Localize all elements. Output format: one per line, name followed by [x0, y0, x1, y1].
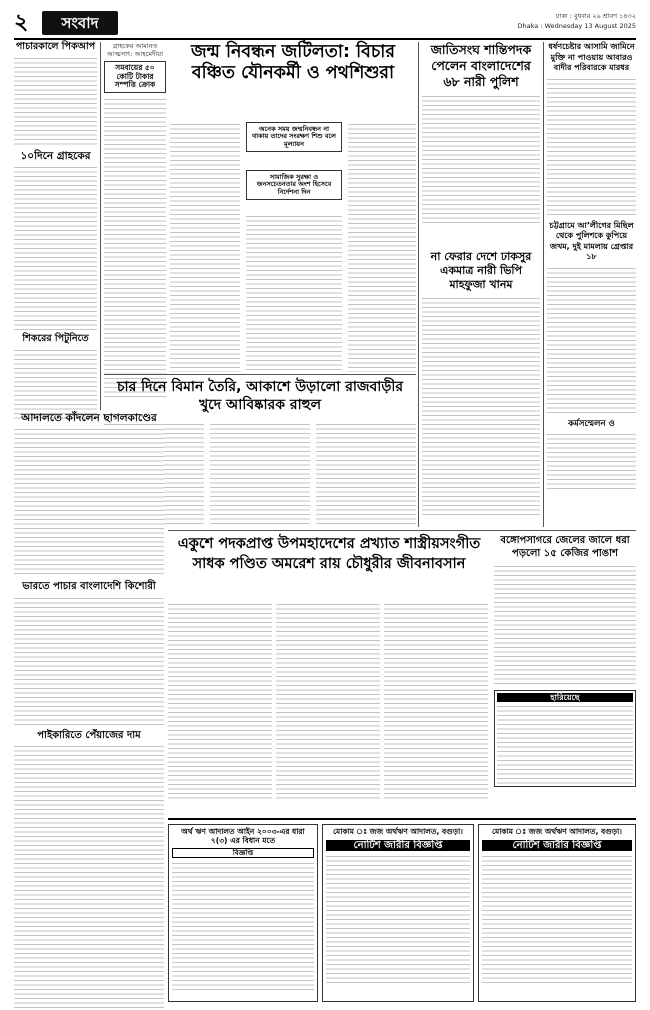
- story-title: কর্মসম্মেলন ও: [568, 418, 615, 429]
- logo-text: সংবাদ: [61, 14, 99, 32]
- story-title: পাইকারিতে পেঁয়াজের দাম: [37, 729, 141, 741]
- story-body: [14, 596, 164, 726]
- story-body: [14, 165, 97, 330]
- story-body: [14, 56, 97, 146]
- story-body: [210, 422, 310, 526]
- plane-headline: চার দিনে বিমান তৈরি, আকাশে উড়ালো রাজবাড়ীর খুদে আবিষ্কারক রাহুল: [116, 379, 404, 413]
- story-body: [547, 266, 636, 416]
- lead-headline: জন্ম নিবন্ধন জটিলতা: বিচার বঞ্চিত যৌনকর্মী ও পথশিশুরা: [190, 42, 395, 83]
- police-headline: জাতিসংঘ শান্তিপদক পেলেন বাংলাদেশের ৬৮ নারী পুলিশ: [430, 42, 532, 89]
- kicker-text: গ্রাহকের আমানত: [112, 42, 158, 50]
- story-body: [168, 602, 272, 802]
- notice-title: নোটিশ জারীর বিজ্ঞপ্তি: [482, 840, 632, 852]
- notice-title: বিজ্ঞপ্তি: [172, 848, 314, 858]
- story-title: ১০দিনে গ্রাহকের: [20, 149, 91, 162]
- notices-rule: [168, 818, 636, 820]
- notice-title: নোটিশ জারীর বিজ্ঞপ্তি: [326, 840, 470, 852]
- story-title: ধর্ষণচেষ্টার আসামি জামিনে মুক্তি না পাওয়ায় আবারও বাদীর পরিবারকে মারধর: [548, 42, 635, 72]
- notice-body: [326, 854, 470, 984]
- story-title: আদালতে কাঁদলেন ছাগলকাণ্ডের: [21, 412, 157, 424]
- masthead-logo: [42, 11, 118, 35]
- highlight-box: [104, 61, 166, 93]
- story-body: [316, 422, 416, 526]
- column-rule: [418, 42, 419, 527]
- story-body: [384, 602, 488, 802]
- masthead: [14, 8, 636, 38]
- kicker-text: আত্মসাৎ: আহমেদীয়া: [107, 50, 163, 58]
- date-bangla: ঢাকা : বুধবার ২৯ শ্রাবণ ১৪৩২: [555, 12, 636, 20]
- column-rule: [543, 42, 544, 527]
- legal-notice: [168, 824, 318, 1002]
- notice-heading: মোকাম ঃ জজ অর্থঋণ আদালত, বগুড়া।: [333, 827, 463, 836]
- story-title: শিকরের পিটুনিতে: [22, 332, 89, 344]
- lost-title: হারিয়েছে: [497, 693, 633, 702]
- story-body: [422, 94, 540, 224]
- column-left-lower: [14, 412, 164, 812]
- lost-notice: [494, 690, 636, 787]
- legal-notice: [322, 824, 474, 1002]
- bay-story-block: [494, 534, 636, 814]
- story-title: পাচারকালে পিকআপ: [15, 41, 96, 52]
- notice-heading: মোকাম ঃ জজ অর্থঋণ আদালত, বগুড়া।: [492, 827, 622, 836]
- legal-notice: [478, 824, 636, 1002]
- column-rule: [100, 42, 101, 410]
- du-headline: না ফেরার দেশে ঢাকসুর একমাত্র নারী ভিপি মাহফুজা খানম: [430, 250, 532, 291]
- story-body: [170, 122, 240, 372]
- obituary-headline: একুশে পদকপ্রাপ্ত উপমহাদেশের প্রখ্যাত শাস্ত্রীয়সংগীত সাধক পণ্ডিত অমরেশ রায় চৌধুরীর জীবনাবসান: [177, 536, 481, 572]
- highlight-text: সমবায়ের ৫০ কোটি টাকার সম্পত্তি ক্রোক: [114, 63, 156, 90]
- column-2-story: [104, 42, 166, 410]
- lost-body: [497, 704, 633, 784]
- page-number: ২: [14, 10, 29, 35]
- notice-heading: অর্থ ঋণ আদালত আইন ২০০৩-এর ধারা ৭(৩) এর বিধান মতে: [181, 827, 305, 845]
- pullquote-text: সামাজিক সুরক্ষা ও জনসচেতনতার অংশ হিসেবে নির্দেশনা দিন: [256, 173, 332, 196]
- obituary-story: [168, 534, 490, 814]
- story-body: [276, 602, 380, 802]
- story-body: [104, 97, 166, 397]
- section-rule: [104, 374, 416, 375]
- story-body: [547, 77, 636, 217]
- story-body: [14, 427, 164, 577]
- story-body: [422, 296, 540, 516]
- story-body: [547, 432, 636, 492]
- masthead-rule: [14, 38, 636, 40]
- pullquote: [246, 170, 342, 200]
- story-body: [348, 122, 416, 372]
- notice-body: [482, 854, 632, 984]
- column-right: [547, 42, 636, 532]
- story-title: চট্টগ্রামে আ’লীগের মিছিল থেকে পুলিশকে কুপিয়ে জখম, দুই মামলায় গ্রেপ্তার ১৮: [549, 220, 634, 261]
- police-story: [422, 42, 540, 247]
- date-english: Dhaka : Wednesday 13 August 2025: [517, 22, 636, 30]
- du-story: [422, 250, 540, 530]
- pullquote: [246, 122, 342, 152]
- story-title: ভারতে পাচার বাংলাদেশি কিশোরী: [22, 581, 156, 593]
- notice-body: [172, 861, 314, 991]
- lead-story: [170, 42, 416, 372]
- story-body: [14, 348, 97, 420]
- bay-headline: বঙ্গোপসাগরে জেলের জালে ধরা পড়লো ১৫ কেজির পাঙাশ: [500, 535, 630, 559]
- pullquote-text: অনেক সময় জন্মনিবন্ধন না থাকায় তাদের সংরক্ষণ শিশু বলে মূল্যায়ন: [251, 125, 336, 148]
- story-body: [494, 564, 636, 684]
- story-body: [246, 214, 342, 372]
- story-body: [14, 744, 164, 1010]
